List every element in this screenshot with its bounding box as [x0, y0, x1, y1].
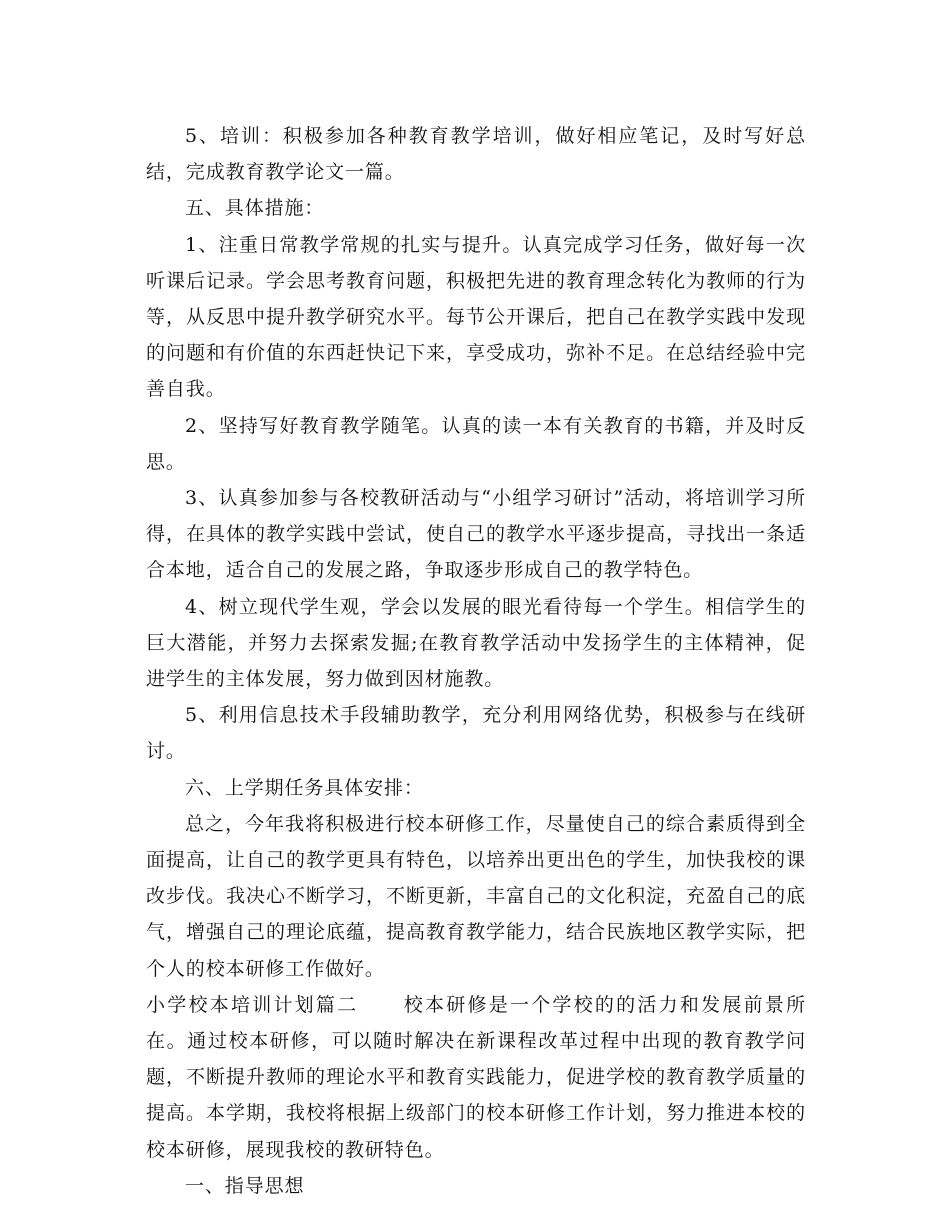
paragraph-measure-2: 2、坚持写好教育教学随笔。认真的读一本有关教育的书籍，并及时反思。: [146, 414, 806, 473]
paragraph-training: 5、培训：积极参加各种教育教学培训，做好相应笔记，及时写好总结，完成教育教学论文一篇。: [146, 125, 806, 184]
document-body: [146, 118, 806, 1204]
heading-specific-measures: 五、具体措施：: [185, 197, 325, 220]
paragraph-measure-4: 4、树立现代学生观，学会以发展的眼光看待每一个学生。相信学生的巨大潜能，并努力去探索发掘;在教育教学活动中发扬学生的主体精神，促进学生的主体发展，努力做到因材施教。: [146, 595, 806, 691]
section-two-paragraph: [146, 987, 806, 1168]
paragraph-measure-3: 3、认真参加参与各校教研活动与“小组学习研讨”活动，将培训学习所得，在具体的教学实践中尝试，使自己的教学水平逐步提高，寻找出一条适合本地，适合自己的发展之路，争取逐步形成自己的教学特色。: [146, 487, 806, 582]
paragraph-measure-1: 1、注重日常教学常规的扎实与提升。认真完成学习任务，做好每一次听课后记录。学会思考教育问题，积极把先进的教育理念转化为教师的行为等，从反思中提升教学研究水平。每节公开课后，把自己在教学实践中发现的问题和有价值的东西赶快记下来，享受成功，弥补不足。在总结经验中完善自我。: [146, 233, 806, 401]
paragraph-measure-5: 5、利用信息技术手段辅助教学，充分利用网络优势，积极参与在线研讨。: [146, 704, 806, 763]
section-two-heading: 小学校本培训计划篇二: [146, 993, 359, 1016]
section-two-text: 校本研修是一个学校的的活力和发展前景所在。通过校本研修，可以随时解决在新课程改革过程中出现的教育教学问题，不断提升教师的理论水平和教育实践能力，促进学校的教育教学质量的提高。本学期，我校将根据上级部门的校本研修工作计划，努力推进本校的校本研修，展现我校的教研特色。: [146, 993, 806, 1161]
paragraph-conclusion: 总之，今年我将积极进行校本研修工作，尽量使自己的综合素质得到全面提高，让自己的教学更具有特色，以培养出更出色的学生，加快我校的课改步伐。我决心不断学习，不断更新，丰富自己的文化积淀，充盈自己的底气，增强自己的理论底蕴，提高教育教学能力，结合民族地区教学实际，把个人的校本研修工作做好。: [146, 812, 806, 980]
heading-guiding-ideology: 一、指导思想: [185, 1174, 305, 1197]
heading-semester-arrangement: 六、上学期任务具体安排：: [185, 776, 424, 799]
